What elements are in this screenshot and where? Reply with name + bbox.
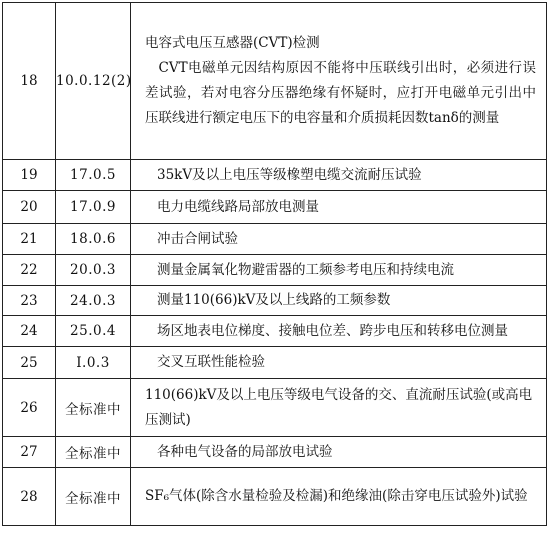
row-number: 22 — [3, 255, 56, 286]
table-row — [3, 316, 547, 347]
row-number: 20 — [3, 191, 56, 224]
table-row — [3, 286, 547, 316]
row-number: 26 — [3, 379, 56, 437]
test-items-table — [2, 2, 547, 526]
test-description: 场区地表电位梯度、接触电位差、跨步电压和转移电位测量 — [131, 316, 547, 347]
row-number: 27 — [3, 437, 56, 468]
row-number: 19 — [3, 160, 56, 191]
row-number: 18 — [3, 3, 56, 160]
clause-number: 17.0.9 — [56, 191, 131, 224]
row-number: 28 — [3, 468, 56, 526]
test-description: SF₆气体(除含水量检验及检漏)和绝缘油(除击穿电压试验外)试验 — [131, 468, 547, 526]
clause-number: 18.0.6 — [56, 224, 131, 255]
test-description: 冲击合闸试验 — [131, 224, 547, 255]
clause-number: 全标准中 — [56, 379, 131, 437]
table-row — [3, 379, 547, 437]
row-number: 23 — [3, 286, 56, 316]
table-row — [3, 437, 547, 468]
test-description: 各种电气设备的局部放电试验 — [131, 437, 547, 468]
table-row — [3, 3, 547, 160]
table-row — [3, 468, 547, 526]
table-row — [3, 191, 547, 224]
clause-number: 20.0.3 — [56, 255, 131, 286]
test-description: 测量110(66)kV及以上线路的工频参数 — [131, 286, 547, 316]
clause-number: I.0.3 — [56, 347, 131, 379]
row-number: 25 — [3, 347, 56, 379]
table-row — [3, 160, 547, 191]
clause-number: 全标准中 — [56, 437, 131, 468]
test-description: 测量金属氧化物避雷器的工频参考电压和持续电流 — [131, 255, 547, 286]
row-number: 24 — [3, 316, 56, 347]
clause-number: 24.0.3 — [56, 286, 131, 316]
table-row — [3, 255, 547, 286]
row-number: 21 — [3, 224, 56, 255]
clause-number: 全标准中 — [56, 468, 131, 526]
item-body: CVT电磁单元因结构原因不能将中压联线引出时，必须进行误差试验，若对电容分压器绝缘有怀疑时，应打开电磁单元引出中压联线进行额定电压下的电容量和介质损耗因数tanδ的测量 — [145, 60, 536, 126]
test-description — [131, 3, 547, 160]
clause-number: 17.0.5 — [56, 160, 131, 191]
table-row — [3, 347, 547, 379]
test-description: 电力电缆线路局部放电测量 — [131, 191, 547, 224]
test-description: 交叉互联性能检验 — [131, 347, 547, 379]
clause-number: 25.0.4 — [56, 316, 131, 347]
clause-number: 10.0.12(2) — [56, 3, 131, 160]
test-description: 35kV及以上电压等级橡塑电缆交流耐压试验 — [131, 160, 547, 191]
test-description: 110(66)kV及以上电压等级电气设备的交、直流耐压试验(或高电压测试) — [131, 379, 547, 437]
table-row — [3, 224, 547, 255]
item-title: 电容式电压互感器(CVT)检测 — [145, 35, 320, 51]
